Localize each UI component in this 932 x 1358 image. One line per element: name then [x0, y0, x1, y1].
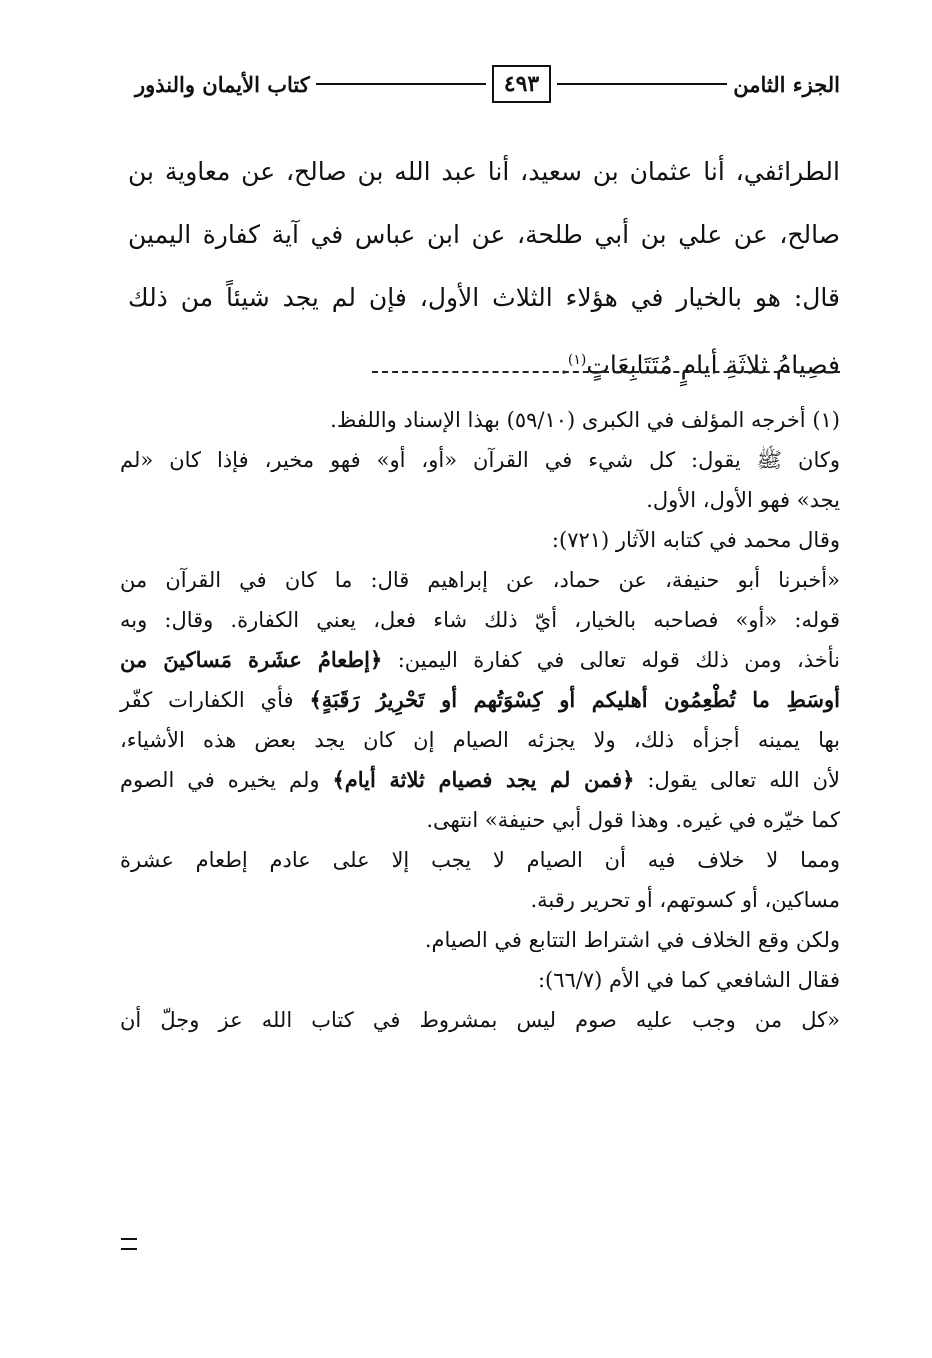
note-line: بها يمينه أجزأه ذلك، ولا يجزئه الصيام إن كان يجد بعض هذه الأشياء، — [120, 728, 840, 752]
quran-quote: أوسَطِ ما تُطْعِمُون أهليكم أو كِسْوَتُهم أو تَحْرِيرُ رَقَبَةٍ﴾ — [309, 687, 840, 712]
note-line: قوله: «أو» فصاحبه بالخيار، أيّ ذلك شاء فعل، يعني الكفارة. وقال: وبه — [120, 608, 840, 632]
note-line: ولكن وقع الخلاف في اشتراط التتابع في الصيام. — [424, 928, 840, 952]
main-line: صالح، عن علي بن أبي طلحة، عن ابن عباس في آية كفارة اليمين — [128, 220, 840, 249]
note-text: ولم يخيره في الصوم — [120, 768, 333, 792]
header-rule-left — [316, 83, 486, 85]
note-line: مساكين، أو كسوتهم، أو تحرير رقبة. — [530, 888, 840, 912]
main-line: الطرائفي، أنا عثمان بن سعيد، أنا عبد الله بن صالح، عن معاوية بن — [128, 157, 840, 186]
note-line: «كل من وجب عليه صوم ليس بمشروط في كتاب الله عز وجلّ أن — [120, 1008, 840, 1032]
note-line: فقال الشافعي كما في الأم (٦٦/٧): — [537, 968, 840, 992]
note-line: يجد» فهو الأول، الأول. — [646, 488, 840, 512]
page-number: ٤٩٣ — [492, 65, 551, 103]
note-line: ومما لا خلاف فيه أن الصيام لا يجب إلا على عادم إطعام عشرة — [120, 848, 840, 872]
note-line — [120, 760, 840, 800]
header-part-title: الجزء الثامن — [733, 71, 840, 97]
header-book-title: كتاب الأيمان والنذور — [134, 71, 310, 97]
quran-quote: ﴿إطعامُ عشَرة مَساكينَ من — [120, 647, 383, 672]
note-text: لأن الله تعالى يقول: — [634, 768, 840, 792]
note-line: وكان ﷺ يقول: كل شيء في القرآن «أو، أو» فهو مخير، فإذا كان «لم — [120, 448, 840, 472]
note-line: كما خيّره في غيره. وهذا قول أبي حنيفة» انتهى. — [426, 808, 840, 832]
main-line-text: فصِيامُ ثلاثَةِ أيامٍ مُتَتَابِعَاتٍ — [586, 350, 840, 380]
main-line: قال: هو بالخيار في هؤلاء الثلاث الأول، فإن لم يجد شيئاً من ذلك — [128, 283, 840, 312]
footnotes — [120, 400, 840, 1040]
quran-quote: ﴿فمن لم يجد فصيام ثلاثة أيام﴾ — [332, 767, 635, 792]
main-line-end: . — [559, 350, 568, 380]
footnote-separator — [372, 371, 840, 373]
main-text — [128, 140, 840, 396]
note-line: وقال محمد في كتابه الآثار (٧٢١): — [551, 528, 840, 552]
note-text: فأي الكفارات كفّر — [120, 688, 310, 712]
running-header — [135, 62, 840, 106]
note-line — [120, 680, 840, 720]
footnote-ref: (١) — [567, 352, 587, 368]
note-line: «أخبرنا أبو حنيفة، عن حماد، عن إبراهيم قال: ما كان في القرآن من — [120, 568, 840, 592]
continuation-mark — [121, 1238, 137, 1250]
footnote-1: (١) أخرجه المؤلف في الكبرى (٥٩/١٠) بهذا الإسناد واللفظ. — [330, 408, 840, 432]
header-rule-right — [557, 83, 727, 85]
note-text: نأخذ، ومن ذلك قوله تعالى في كفارة اليمين: — [382, 648, 840, 672]
main-line-last — [128, 329, 840, 396]
note-line — [120, 640, 840, 680]
